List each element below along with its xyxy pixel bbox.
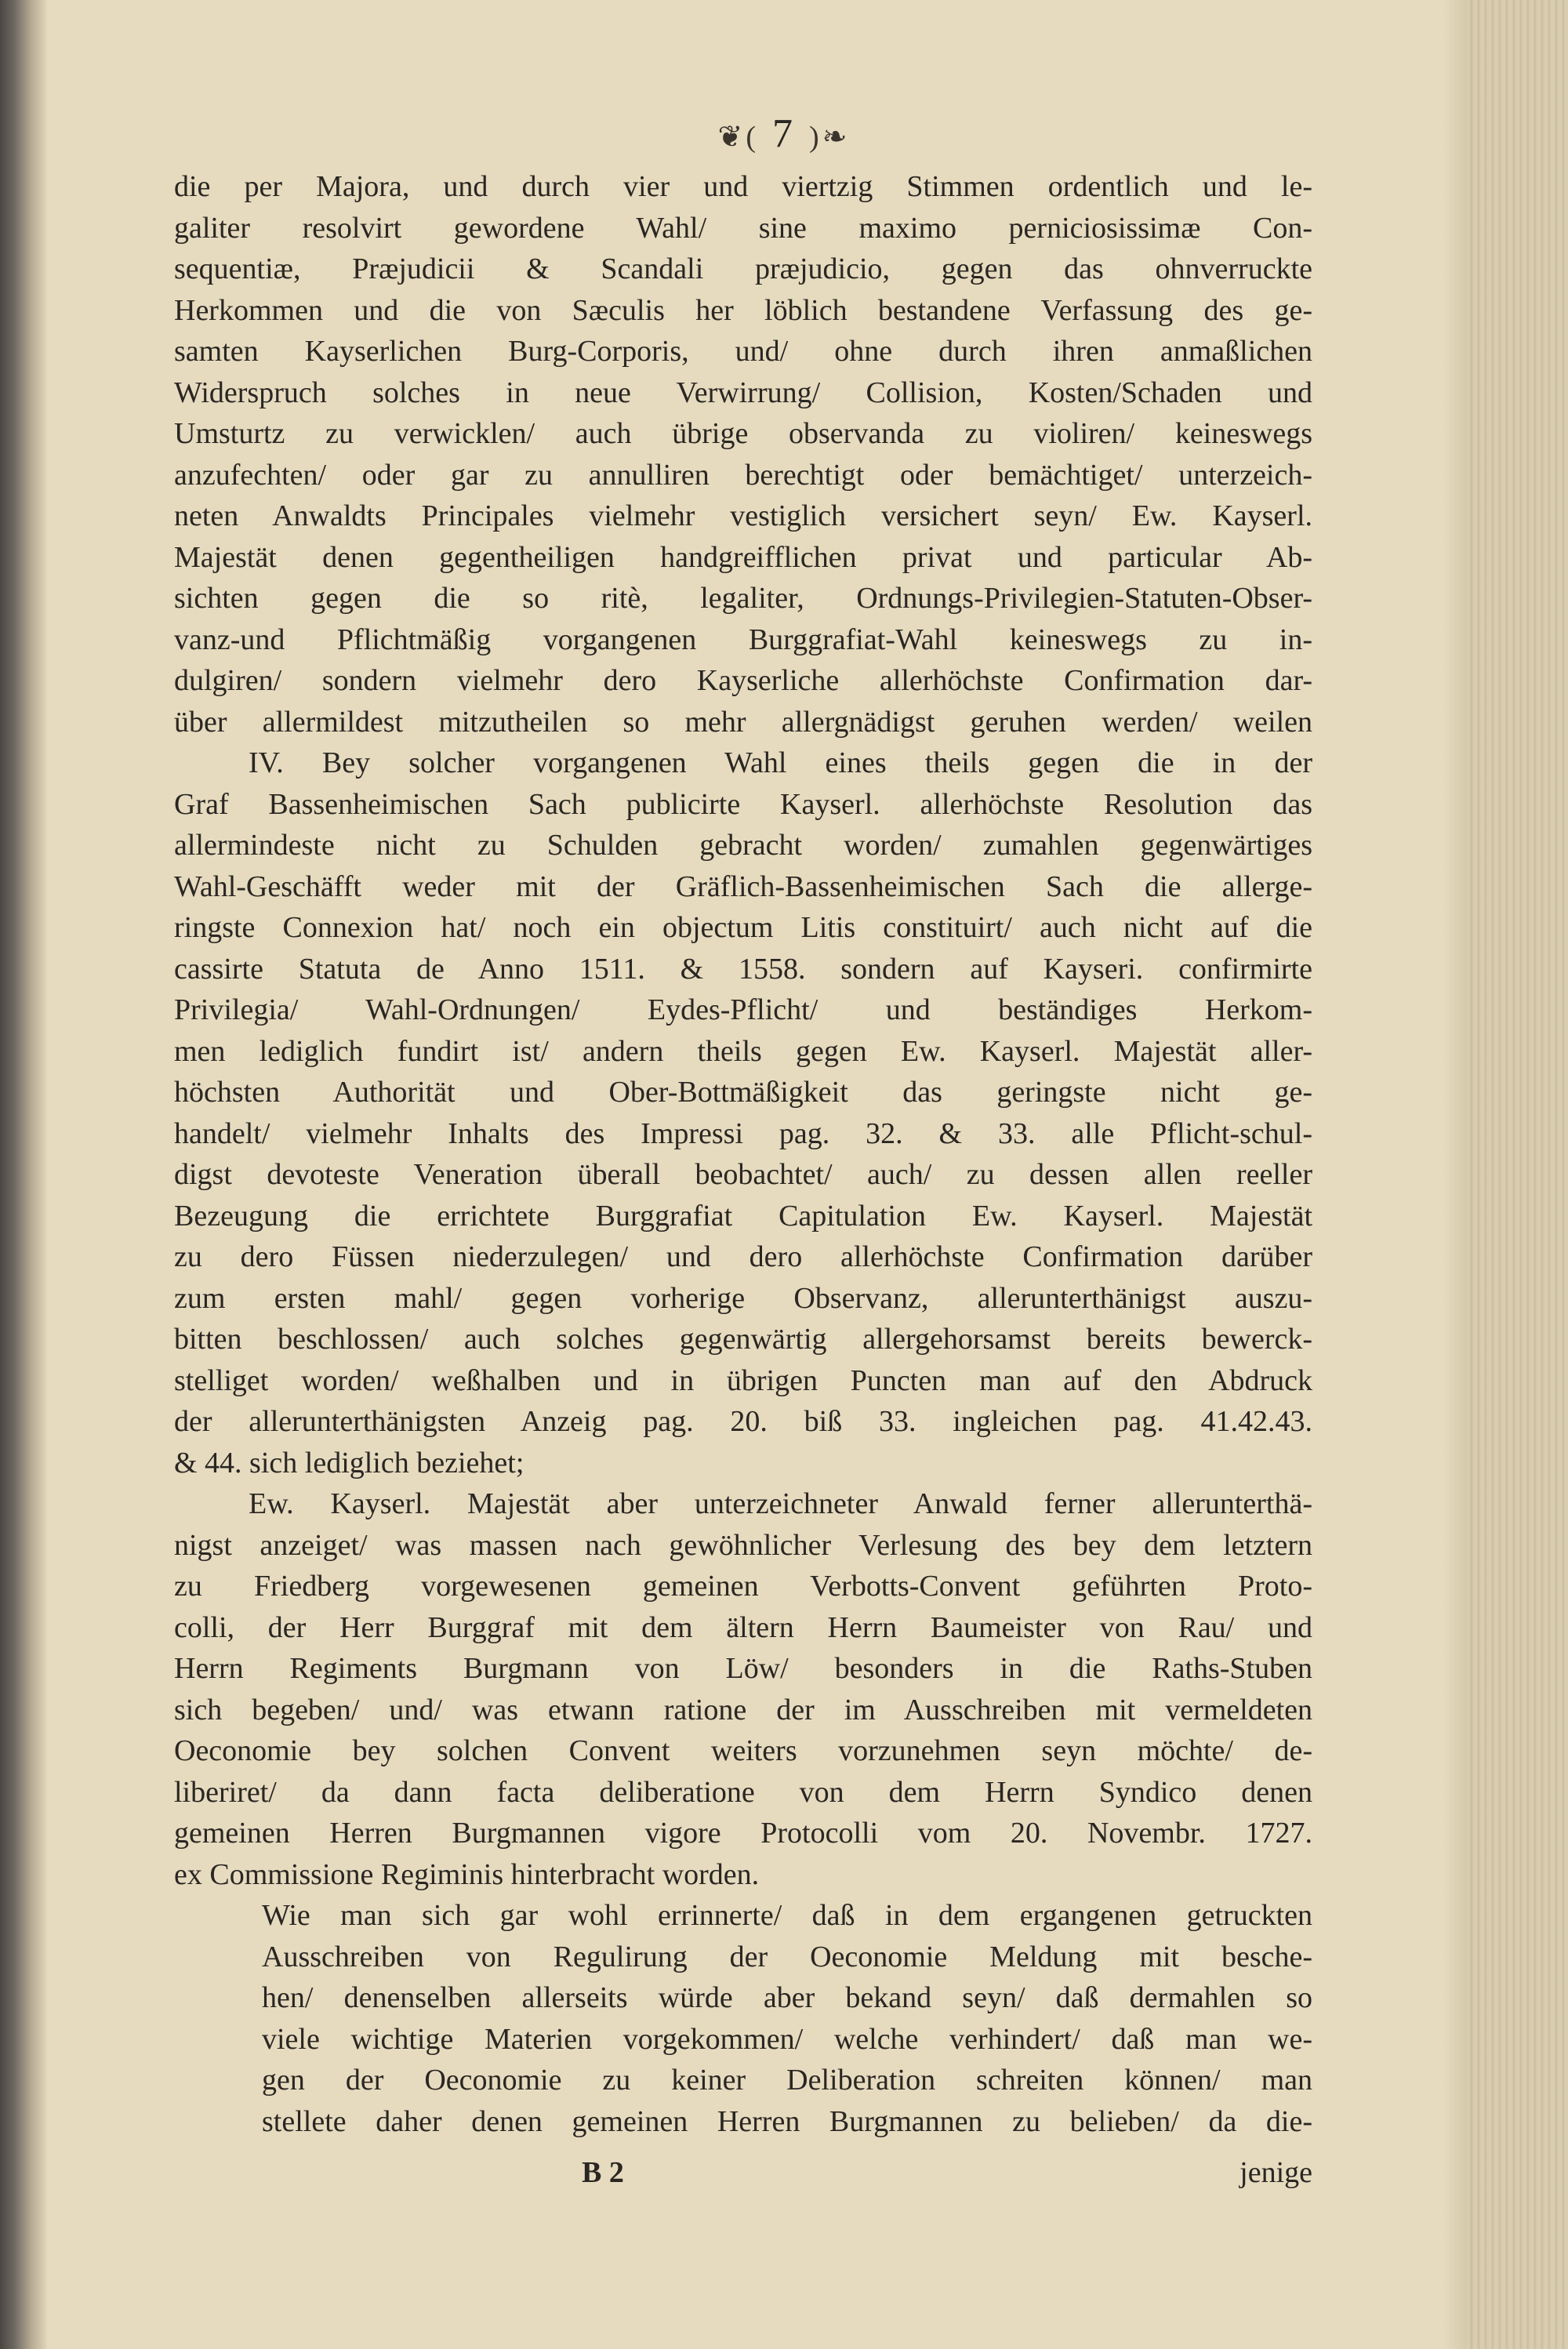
ornament-left-icon: ❦( <box>717 121 759 154</box>
text-line: gemeinen Herren Burgmannen vigore Protocolli vom 20. Novembr. 1727. <box>174 1817 1312 1850</box>
text-line: Herrn Regiments Burgmann von Löw/ besonders in die Raths-Stuben <box>174 1652 1312 1685</box>
text-line: die per Majora, und durch vier und viertzig Stimmen ordentlich und le- <box>174 170 1312 203</box>
page-number: 7 <box>772 111 796 156</box>
text-line: höchsten Authorität und Ober-Bottmäßigkeit das geringste nicht ge- <box>174 1076 1312 1109</box>
text-line: Wahl-Geschäfft weder mit der Gräflich-Bassenheimischen Sach die allerge- <box>174 870 1312 903</box>
text-line: ringste Connexion hat/ noch ein objectum Litis constituirt/ auch nicht auf die <box>174 911 1312 944</box>
text-line: Graf Bassenheimischen Sach publicirte Kayserl. allerhöchste Resolution das <box>174 787 1312 821</box>
text-line: Umsturtz zu verwicklen/ auch übrige observanda zu violiren/ keineswegs <box>174 417 1312 450</box>
signature-mark: B 2 <box>582 2156 624 2189</box>
text-line: & 44. sich lediglich beziehet; <box>174 1446 524 1479</box>
text-line: vanz-und Pflichtmäßig vorgangenen Burggrafiat-Wahl keineswegs zu in- <box>174 623 1312 656</box>
text-line: allermindeste nicht zu Schulden gebracht worden/ zumahlen gegenwärtiges <box>174 829 1312 862</box>
text-line: cassirte Statuta de Anno 1511. & 1558. sondern auf Kayseri. confirmirte <box>174 952 1312 986</box>
text-line: Widerspruch solches in neue Verwirrung/ Collision, Kosten/Schaden und <box>174 376 1312 409</box>
text-line: galiter resolvirt gewordene Wahl/ sine maximo perniciosissimæ Con- <box>174 211 1312 245</box>
text-line: digst devoteste Veneration überall beobachtet/ auch/ zu dessen allen reeller <box>174 1158 1312 1191</box>
text-line: men lediglich fundirt ist/ andern theils gegen Ew. Kayserl. Majestät aller- <box>174 1034 1312 1068</box>
text-line: sequentiæ, Præjudicii & Scandali præjudicio, gegen das ohnverruckte <box>174 252 1312 285</box>
text-line: colli, der Herr Burggraf mit dem ältern Herrn Baumeister von Rau/ und <box>174 1610 1312 1644</box>
text-line: über allermildest mitzutheilen so mehr allergnädigst geruhen werden/ weilen <box>174 705 1312 739</box>
text-line: zu dero Füssen niederzulegen/ und dero allerhöchste Confirmation darüber <box>174 1240 1312 1273</box>
text-line: ex Commissione Regiminis hinterbracht worden. <box>174 1857 760 1891</box>
text-line: Herkommen und die von Sæculis her löblich bestandene Verfassung des ge- <box>174 293 1312 327</box>
text-line: Ew. Kayserl. Majestät aber unterzeichneter Anwald ferner allerunterthä- <box>249 1487 1312 1520</box>
page-stack-edges <box>1466 0 1568 2349</box>
text-line: nigst anzeiget/ was massen nach gewöhnlicher Verlesung des bey dem letztern <box>174 1528 1312 1562</box>
text-line: neten Anwaldts Principales vielmehr vestiglich versichert seyn/ Ew. Kayserl. <box>174 499 1312 532</box>
text-line: Wie man sich gar wohl errinnerte/ daß in dem ergangenen getruckten <box>262 1899 1312 1932</box>
text-line: stellete daher denen gemeinen Herren Burgmannen zu belieben/ da die- <box>262 2104 1312 2138</box>
text-line: bitten beschlossen/ auch solches gegenwärtig allergehorsamst bereits bewerck- <box>174 1323 1312 1356</box>
text-line: der allerunterthänigsten Anzeig pag. 20. biß 33. ingleichen pag. 41.42.43. <box>174 1405 1312 1438</box>
text-line: liberiret/ da dann facta deliberatione von dem Herrn Syndico denen <box>174 1775 1312 1809</box>
text-line: zu Friedberg vorgewesenen gemeinen Verbotts-Convent geführten Proto- <box>174 1570 1312 1603</box>
text-line: viele wichtige Materien vorgekommen/ welche verhindert/ daß man we- <box>262 2022 1312 2056</box>
text-line: Ausschreiben von Regulirung der Oeconomie Meldung mit besche- <box>262 1940 1312 1973</box>
text-line: dulgiren/ sondern vielmehr dero Kayserliche allerhöchste Confirmation dar- <box>174 664 1312 697</box>
text-line: Privilegia/ Wahl-Ordnungen/ Eydes-Pflicht/ und beständiges Herkom- <box>174 993 1312 1026</box>
text-line: Bezeugung die errichtete Burggrafiat Capitulation Ew. Kayserl. Majestät <box>174 1199 1312 1233</box>
text-line: stelliget worden/ weßhalben und in übrigen Puncten man auf den Abdruck <box>174 1363 1312 1397</box>
text-line: handelt/ vielmehr Inhalts des Impressi pag. 32. & 33. alle Pflicht-schul- <box>174 1116 1312 1150</box>
body-text <box>174 166 1312 2142</box>
text-line: sichten gegen die so ritè, legaliter, Ordnungs-Privilegien-Statuten-Obser- <box>174 582 1312 615</box>
page-header <box>0 110 1568 158</box>
text-line: Majestät denen gegentheiligen handgreifflichen privat und particular Ab- <box>174 540 1312 574</box>
text-line: anzufechten/ oder gar zu annulliren berechtigt oder bemächtiget/ unterzeich- <box>174 458 1312 492</box>
text-line: hen/ denenselben allerseits würde aber bekand seyn/ daß dermahlen so <box>262 1981 1312 2014</box>
catchword: jenige <box>1240 2156 1312 2189</box>
page-footer <box>174 2152 1312 2193</box>
text-line: zum ersten mahl/ gegen vorherige Observanz, allerunterthänigst auszu- <box>174 1281 1312 1315</box>
text-line: gen der Oeconomie zu keiner Deliberation schreiten können/ man <box>262 2064 1312 2097</box>
text-line: IV. Bey solcher vorgangenen Wahl eines theils gegen die in der <box>249 746 1312 779</box>
ornament-right-icon: )❧ <box>809 121 851 154</box>
text-line: sich begeben/ und/ was etwann ratione der im Ausschreiben mit vermeldeten <box>174 1693 1312 1726</box>
text-line: Oeconomie bey solchen Convent weiters vorzunehmen seyn möchte/ de- <box>174 1734 1312 1767</box>
text-line: samten Kayserlichen Burg-Corporis, und/ ohne durch ihren anmaßlichen <box>174 335 1312 368</box>
book-spine-shadow <box>0 0 47 2349</box>
